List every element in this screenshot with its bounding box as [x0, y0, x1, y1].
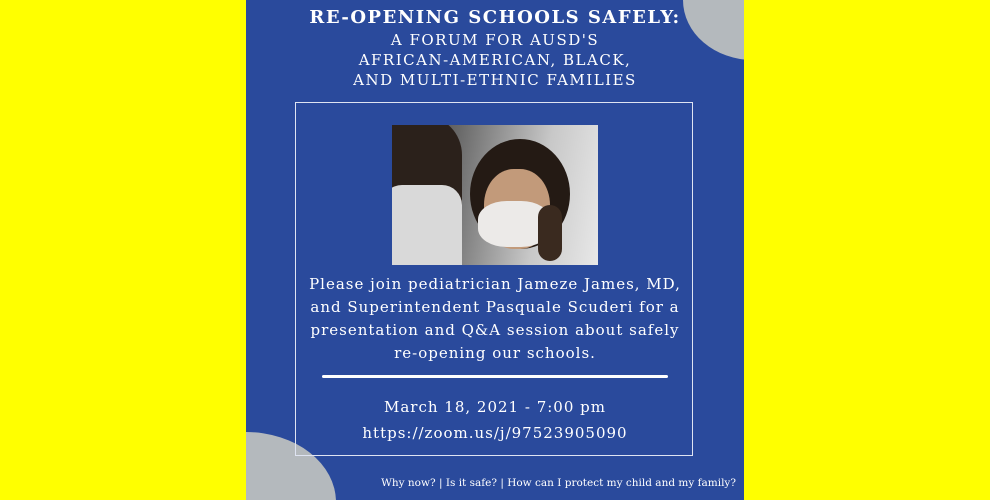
- event-date: March 18, 2021 - 7:00 pm: [384, 398, 606, 416]
- footer-questions: Why now? | Is it safe? | How can I protect my child and my family?: [381, 477, 736, 489]
- zoom-link[interactable]: https://zoom.us/j/97523905090: [362, 424, 628, 442]
- headline-line-1: RE-OPENING SCHOOLS SAFELY:: [309, 7, 681, 28]
- headline-line-4: AND MULTI-ETHNIC FAMILIES: [353, 71, 637, 89]
- flyer: [246, 0, 744, 500]
- divider: [322, 375, 668, 378]
- headline-line-2: A FORUM FOR AUSD'S: [390, 31, 600, 49]
- headline-line-3: AFRICAN-AMERICAN, BLACK,: [358, 51, 632, 69]
- photo-child-with-mask: [392, 125, 598, 265]
- headline: [246, 6, 744, 90]
- event-description: Please join pediatrician Jameze James, MD, and Superintendent Pasquale Scuderi for a presentation and Q&A session about safely re-opening our schools.: [309, 275, 681, 362]
